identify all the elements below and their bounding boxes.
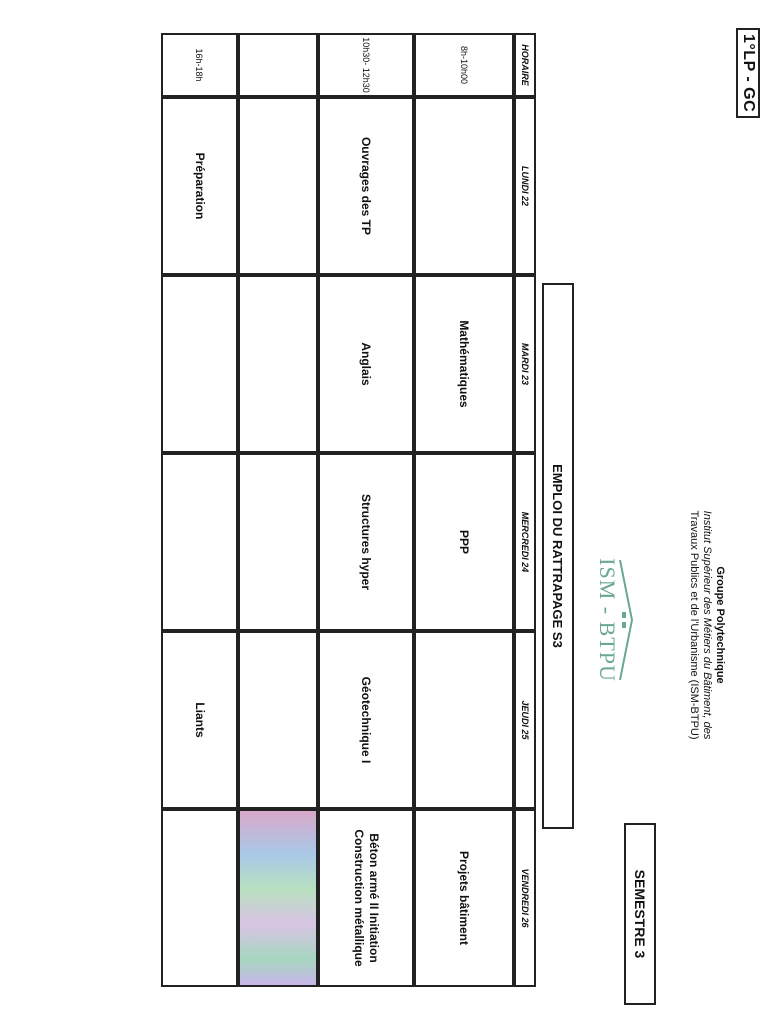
time-slot: 16h-18h — [161, 33, 238, 97]
table-row — [161, 33, 238, 987]
highlighted-cell — [238, 809, 318, 987]
table-row — [414, 33, 514, 987]
column-header: HORAIRE — [514, 33, 536, 97]
course-cell — [238, 275, 318, 453]
course-cell: Préparation — [161, 97, 238, 275]
course-cell — [238, 97, 318, 275]
course-cell: Liants — [161, 631, 238, 809]
course-cell: Projets bâtiment — [414, 809, 514, 987]
time-slot — [238, 33, 318, 97]
page-title: EMPLOI DU RATTRAPAGE S3 — [542, 283, 574, 829]
class-code: 1°LP - GC — [736, 28, 760, 118]
course-cell — [414, 97, 514, 275]
schedule-table — [161, 33, 536, 987]
institution-header — [687, 460, 726, 790]
course-cell — [414, 631, 514, 809]
table-row — [318, 33, 414, 987]
course-cell: Anglais — [318, 275, 414, 453]
column-header: MARDI 23 — [514, 275, 536, 453]
course-cell: Mathématiques — [414, 275, 514, 453]
course-cell — [238, 453, 318, 631]
logo-mark-icon — [618, 520, 634, 720]
table-row — [238, 33, 318, 987]
group-name: Groupe Polytechnique — [714, 566, 726, 684]
time-slot: 8h-10h00 — [414, 33, 514, 97]
course-cell: Structures hyper — [318, 453, 414, 631]
table-header-row — [514, 33, 536, 987]
course-cell — [161, 453, 238, 631]
course-cell: Ouvrages des TP — [318, 97, 414, 275]
column-header: MERCREDI 24 — [514, 453, 536, 631]
column-header: LUNDI 22 — [514, 97, 536, 275]
semester-label: SEMESTRE 3 — [624, 823, 656, 1005]
logo-text: ISM - BTPU — [595, 558, 620, 682]
course-cell: Géotechnique I — [318, 631, 414, 809]
institute-line-1: Institut Supérieur des Métiers du Bâtiment, des — [701, 510, 713, 740]
course-cell — [161, 809, 238, 987]
course-cell — [238, 631, 318, 809]
time-slot: 10h30- 12h30 — [318, 33, 414, 97]
course-cell: PPP — [414, 453, 514, 631]
course-cell — [161, 275, 238, 453]
institute-line-2: Travaux Publics et de l'Urbanisme (ISM-BTPU) — [688, 510, 700, 740]
course-cell: Béton armé II Initiation Construction métallique — [318, 809, 414, 987]
column-header: VENDREDI 26 — [514, 809, 536, 987]
ism-btpu-logo — [578, 520, 634, 720]
column-header: JEUDI 25 — [514, 631, 536, 809]
